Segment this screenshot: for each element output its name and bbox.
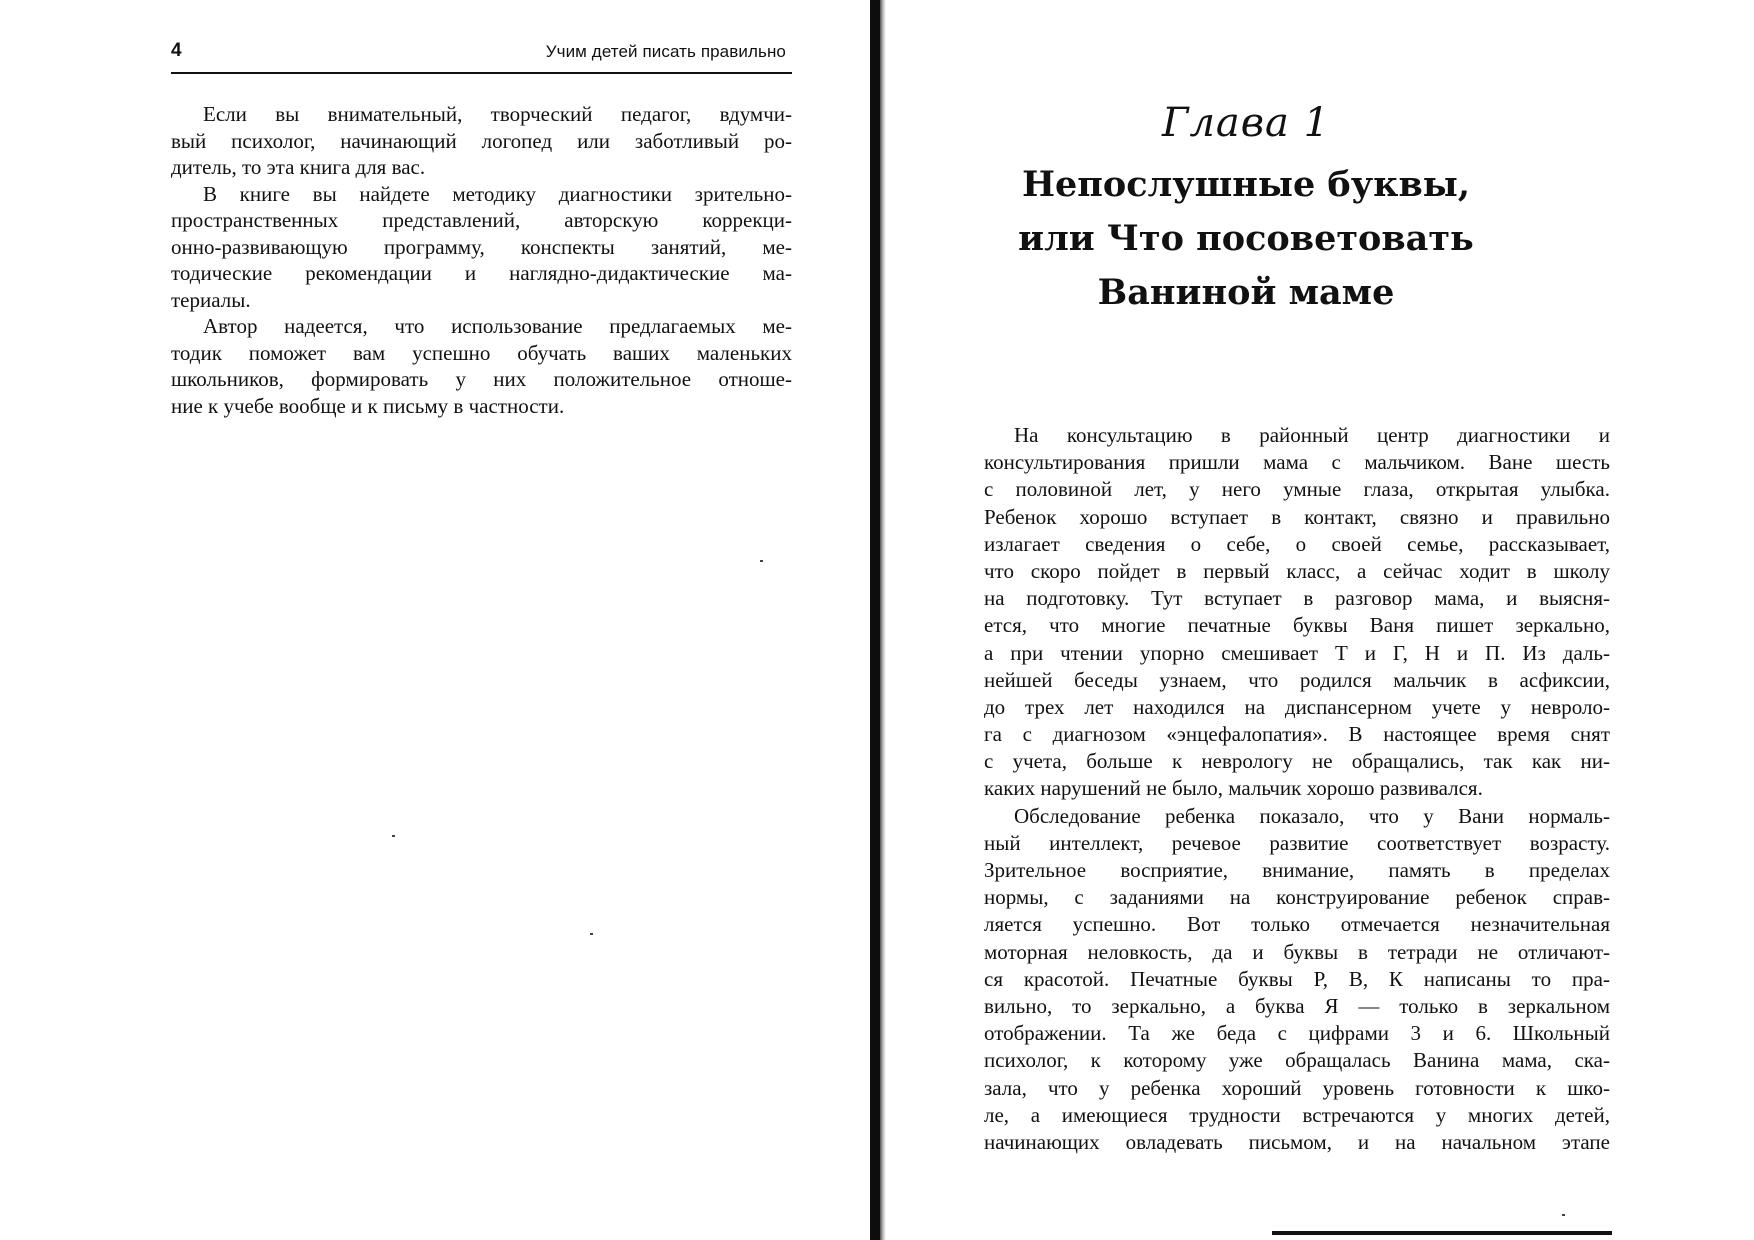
chapter-title-line: Непослушные буквы, xyxy=(1021,164,1471,205)
text-line: излагает сведения о себе, о своей семье, рассказывает, xyxy=(984,531,1610,556)
text-line: вильно, то зеркально, а буква Я — только в зеркальном xyxy=(984,993,1610,1018)
text-line: начинающих овладевать письмом, и на начальном этапе xyxy=(984,1129,1610,1154)
chapter-label: Глава 1 xyxy=(1161,100,1331,146)
text-line: ный интеллект, речевое развитие соответствует возрасту. xyxy=(984,830,1610,855)
scan-speck xyxy=(1562,1214,1565,1216)
text-line: ние к учебе вообще и к письму в частности. xyxy=(171,393,565,418)
book-gutter xyxy=(870,0,880,1240)
text-line: психолог, к которому уже обращалась Ванина мама, ска- xyxy=(984,1048,1610,1073)
text-line: Зрительное восприятие, внимание, память в пределах xyxy=(984,858,1610,882)
text-line: На консультацию в районный центр диагностики и xyxy=(1014,423,1610,447)
right-page xyxy=(886,0,1754,1240)
text-line: вый психолог, начинающий логопед или заботливый ро- xyxy=(171,128,792,153)
text-line: Ребенок хорошо вступает в контакт, связно и правильно xyxy=(984,504,1610,529)
left-page xyxy=(0,0,870,1240)
text-line: онно-развивающую программу, конспекты занятий, ме- xyxy=(171,234,792,259)
chapter-title-line: Ваниной маме xyxy=(1097,272,1395,313)
scan-speck xyxy=(760,560,763,562)
chapter-title-line: или Что посоветовать xyxy=(1018,218,1474,259)
text-line: териалы. xyxy=(171,287,251,312)
text-line: школьников, формировать у них положительное отноше- xyxy=(171,367,792,391)
text-line: каких нарушений не было, мальчик хорошо развивался. xyxy=(984,776,1483,801)
text-line: пространственных представлений, авторскую коррекци- xyxy=(171,208,792,232)
text-line: ле, а имеющиеся трудности встречаются у многих детей, xyxy=(984,1102,1610,1127)
text-line: Обследование ребенка показало, что у Вани нормаль- xyxy=(1014,803,1610,828)
text-line: консультирования пришли мама с мальчиком. Ване шесть xyxy=(984,450,1610,475)
text-line: с учета, больше к неврологу не обращались, так как ни- xyxy=(984,749,1610,774)
text-line: Автор надеется, что использование предлагаемых ме- xyxy=(203,314,792,338)
text-line: что скоро пойдет в первый класс, а сейчас ходит в школу xyxy=(984,558,1610,583)
chapter-title xyxy=(886,158,1606,320)
text-line: ся красотой. Печатные буквы Р, В, К написаны то пра- xyxy=(984,966,1610,991)
text-line: ляется успешно. Вот только отмечается незначительная xyxy=(984,912,1610,937)
text-line: тодические рекомендации и наглядно-дидактические ма- xyxy=(171,261,792,285)
text-line: моторная неловкость, да и буквы в тетради не отличают- xyxy=(984,939,1610,964)
text-line: тодик поможет вам успешно обучать ваших маленьких xyxy=(171,340,792,365)
running-title: Учим детей писать правильно xyxy=(545,42,786,61)
left-page-body xyxy=(171,101,792,419)
scan-speck xyxy=(590,933,593,935)
text-line: на подготовку. Тут вступает в разговор мама, и выясня- xyxy=(984,586,1610,611)
text-line: до трех лет находился на диспансерном учете у невроло- xyxy=(984,694,1610,719)
text-line: отображении. Та же беда с цифрами 3 и 6. Школьный xyxy=(984,1021,1610,1046)
text-line: нормы, с заданиями на конструирование ребенок справ- xyxy=(984,885,1610,910)
text-line: ется, что многие печатные буквы Ваня пишет зеркально, xyxy=(984,613,1610,638)
text-line: В книге вы найдете методику диагностики зрительно- xyxy=(203,181,792,206)
text-line: дитель, то эта книга для вас. xyxy=(171,155,426,179)
bottom-rule xyxy=(1272,1231,1612,1235)
scan-speck xyxy=(392,835,395,837)
text-line: га с диагнозом «энцефалопатия». В настоящее время снят xyxy=(984,722,1610,747)
text-line: зала, что у ребенка хороший уровень готовности к шко- xyxy=(984,1075,1610,1100)
text-line: а при чтении упорно смешивает Т и Г, Н и П. Из даль- xyxy=(984,640,1610,665)
running-head xyxy=(171,36,792,74)
page-number: 4 xyxy=(171,40,182,61)
text-line: нейшей беседы узнаем, что родился мальчик в асфиксии, xyxy=(984,667,1610,692)
right-page-body xyxy=(984,422,1610,1156)
text-line: Если вы внимательный, творческий педагог, вдумчи- xyxy=(203,102,792,126)
text-line: с половиной лет, у него умные глаза, открытая улыбка. xyxy=(984,477,1610,502)
